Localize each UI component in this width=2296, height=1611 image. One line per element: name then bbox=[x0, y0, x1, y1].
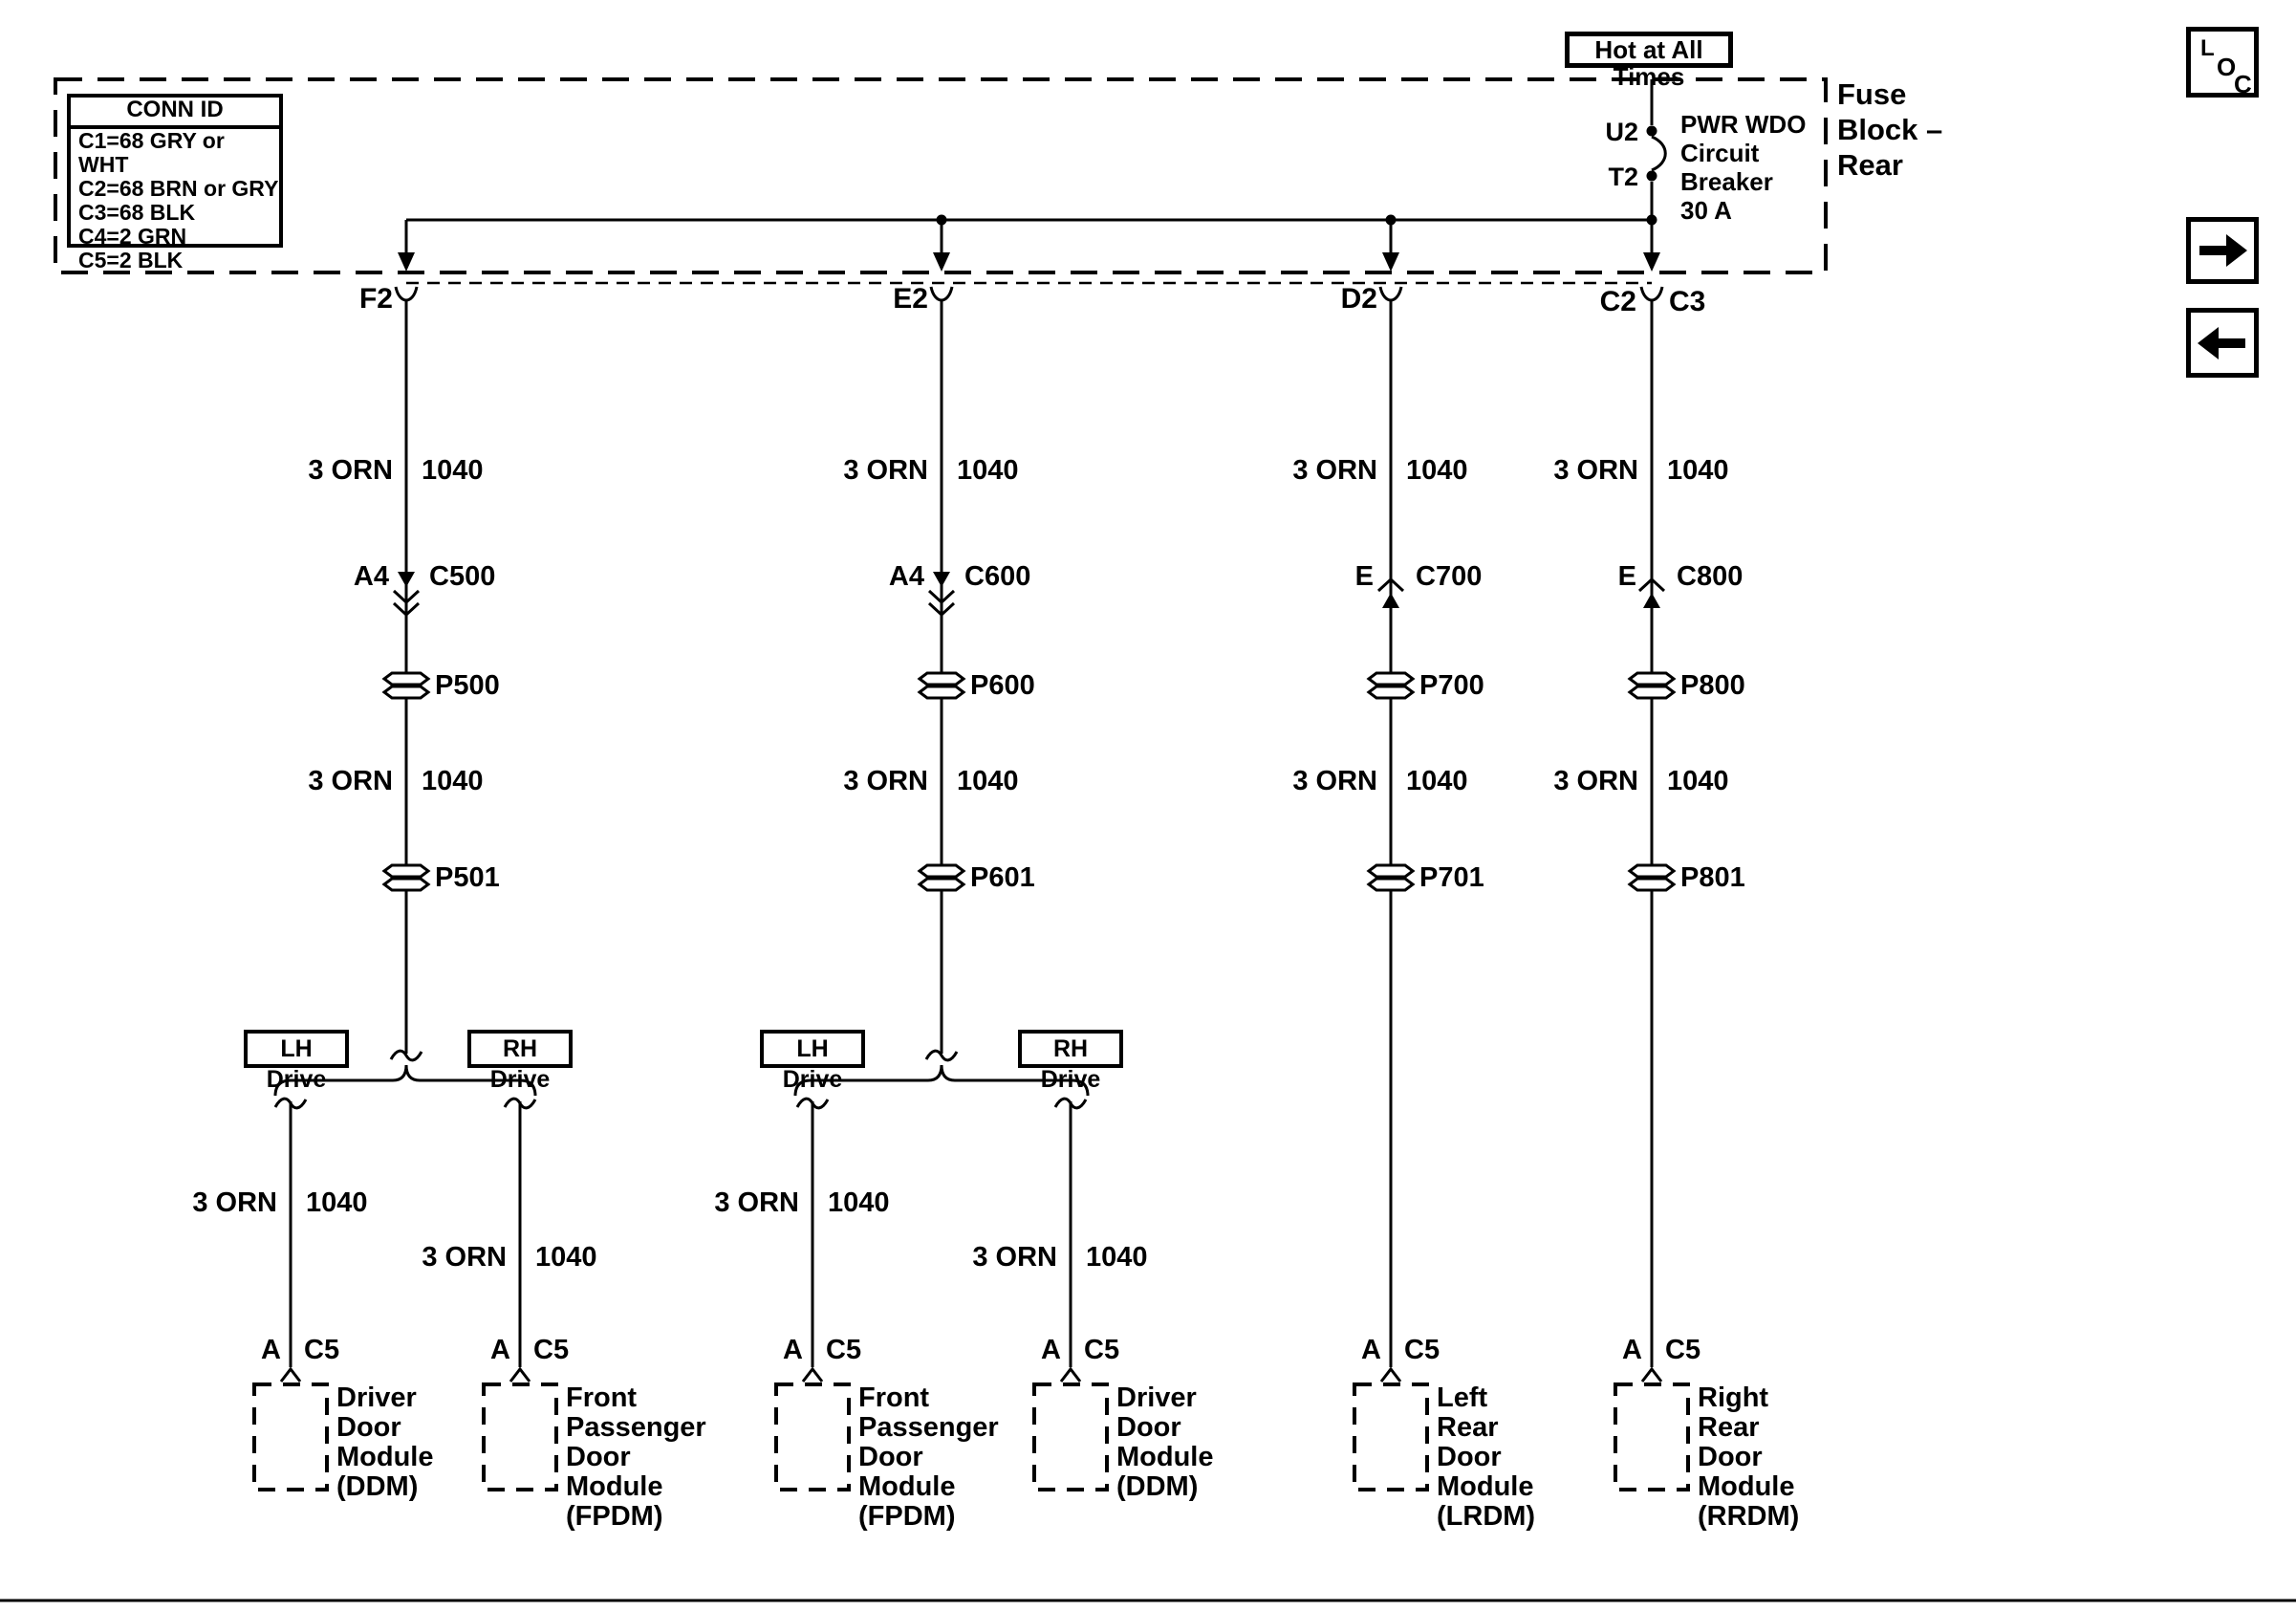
terminal-fork-e2 bbox=[931, 287, 952, 300]
wire-gauge-label: 3 ORN bbox=[1553, 455, 1638, 486]
wire-gauge-label: 3 ORN bbox=[1553, 766, 1638, 796]
module-conn-label: C5 bbox=[533, 1335, 570, 1365]
module-name-line: Module bbox=[1698, 1471, 1795, 1502]
wire-circuit-label: 1040 bbox=[1406, 766, 1468, 796]
module-name-line: Driver bbox=[336, 1382, 417, 1413]
module-name-line: Door bbox=[1116, 1412, 1181, 1443]
terminal-label-e2: E2 bbox=[893, 283, 928, 315]
module-name-line: Right bbox=[1698, 1382, 1769, 1413]
terminal-fork-c2c3 bbox=[1641, 287, 1662, 300]
splice-label-p601: P601 bbox=[970, 862, 1035, 893]
module-name-line: Passenger bbox=[566, 1412, 706, 1443]
legend-title: CONN ID bbox=[71, 98, 279, 129]
module-connector bbox=[510, 1369, 530, 1382]
breaker-name-line: Breaker bbox=[1680, 167, 1773, 196]
module-name-line: (LRDM) bbox=[1437, 1501, 1536, 1532]
connector-id-label: C700 bbox=[1416, 561, 1483, 592]
module-pin-label: A bbox=[1622, 1335, 1642, 1365]
wire-gauge-label: 3 ORN bbox=[308, 766, 393, 796]
wire-circuit-label: 1040 bbox=[1406, 455, 1468, 486]
legend-entry: C2=68 BRN or GRY bbox=[78, 176, 279, 201]
module-name-line: Module bbox=[1116, 1442, 1214, 1472]
module-pin-label: A bbox=[1041, 1335, 1061, 1365]
legend-entry: C4=2 GRN bbox=[78, 224, 187, 249]
option-tag-rh-drive: RH Drive bbox=[467, 1030, 573, 1068]
splice-p701 bbox=[1369, 865, 1413, 890]
arrow-left-icon bbox=[2191, 313, 2254, 373]
splice-p800 bbox=[1630, 673, 1674, 698]
legend-entry: C1=68 GRY or WHT bbox=[78, 128, 225, 177]
module-connector bbox=[281, 1369, 300, 1382]
module-name-line: Driver bbox=[1116, 1382, 1197, 1413]
splice-p801 bbox=[1630, 865, 1674, 890]
splice-label-p801: P801 bbox=[1680, 862, 1745, 893]
previous-page-button[interactable] bbox=[2186, 308, 2259, 378]
breaker-name-line: 30 A bbox=[1680, 196, 1732, 225]
module-name-line: (FPDM) bbox=[566, 1501, 663, 1532]
module-pin-label: A bbox=[490, 1335, 510, 1365]
connector-id-label: C600 bbox=[964, 561, 1031, 592]
terminal-label-c3: C3 bbox=[1669, 286, 1706, 317]
connector-pin-label: A4 bbox=[353, 561, 389, 592]
wire-gauge-label: 3 ORN bbox=[843, 766, 928, 796]
breaker-name-line: Circuit bbox=[1680, 139, 1760, 167]
module-name-line: Left bbox=[1437, 1382, 1488, 1413]
module-name-line: (RRDM) bbox=[1698, 1501, 1800, 1532]
hot-at-all-times-tag: Hot at All Times bbox=[1565, 32, 1733, 68]
wire-gauge-label: 3 ORN bbox=[192, 1187, 277, 1218]
module-conn-label: C5 bbox=[826, 1335, 862, 1365]
wire-gauge-label: 3 ORN bbox=[308, 455, 393, 486]
wire-circuit-label: 1040 bbox=[1086, 1242, 1148, 1273]
module-name-line: (DDM) bbox=[1116, 1471, 1199, 1502]
arrow-right-icon bbox=[2191, 222, 2254, 279]
wire-circuit-label: 1040 bbox=[422, 766, 484, 796]
connector-pin-label: A4 bbox=[888, 561, 924, 592]
terminal-label-f2: F2 bbox=[358, 283, 393, 315]
module-name-line: Door bbox=[1437, 1442, 1502, 1472]
splice-p600 bbox=[920, 673, 964, 698]
splice-label-p701: P701 bbox=[1419, 862, 1484, 893]
splice-p501 bbox=[384, 865, 428, 890]
branch-wires bbox=[291, 1101, 1071, 1367]
conn-id-legend bbox=[67, 94, 283, 272]
module-conn-label: C5 bbox=[1404, 1335, 1440, 1365]
next-page-button[interactable] bbox=[2186, 217, 2259, 284]
module-name-line: Passenger bbox=[858, 1412, 999, 1443]
module-connector bbox=[1061, 1369, 1080, 1382]
fuse-block-label: Fuse bbox=[1837, 77, 1907, 111]
circuit-breaker-symbol bbox=[1647, 79, 1666, 254]
module-connector bbox=[1381, 1369, 1400, 1382]
wire-gauge-label: 3 ORN bbox=[843, 455, 928, 486]
wire-gauge-label: 3 ORN bbox=[714, 1187, 799, 1218]
breaker-pin-bottom: T2 bbox=[1608, 163, 1638, 191]
module-name-line: Front bbox=[566, 1382, 638, 1413]
wire-circuit-label: 1040 bbox=[1667, 766, 1729, 796]
wire-gauge-label: 3 ORN bbox=[1292, 766, 1377, 796]
splice-p700 bbox=[1369, 673, 1413, 698]
wire-circuit-label: 1040 bbox=[957, 455, 1019, 486]
legend-entry: C3=68 BLK bbox=[78, 200, 196, 225]
splice-label-p600: P600 bbox=[970, 670, 1035, 701]
option-tag-rh-drive: RH Drive bbox=[1018, 1030, 1123, 1068]
splice-label-p500: P500 bbox=[435, 670, 500, 701]
module-name-line: (DDM) bbox=[336, 1471, 419, 1502]
wire-circuit-label: 1040 bbox=[1667, 455, 1729, 486]
breaker-pin-top: U2 bbox=[1605, 118, 1638, 146]
fuse-bus bbox=[398, 215, 1660, 272]
wire-circuit-label: 1040 bbox=[535, 1242, 597, 1273]
module-conn-label: C5 bbox=[304, 1335, 340, 1365]
module-connector bbox=[1642, 1369, 1661, 1382]
module-name-line: Front bbox=[858, 1382, 930, 1413]
terminal-fork-f2 bbox=[396, 287, 417, 300]
module-name-line: Module bbox=[858, 1471, 956, 1502]
fuse-block-label: Block – bbox=[1837, 113, 1943, 146]
splice-label-p501: P501 bbox=[435, 862, 500, 893]
loc-letter-l: L bbox=[2200, 35, 2215, 61]
module-name-line: Door bbox=[1698, 1442, 1763, 1472]
wire-gauge-label: 3 ORN bbox=[422, 1242, 507, 1273]
connector-id-label: C500 bbox=[429, 561, 496, 592]
wire-circuit-label: 1040 bbox=[957, 766, 1019, 796]
loc-letter-c: C bbox=[2234, 70, 2252, 98]
module-name-line: Rear bbox=[1437, 1412, 1499, 1443]
splice-label-p700: P700 bbox=[1419, 670, 1484, 701]
module-pin-label: A bbox=[783, 1335, 803, 1365]
module-name-line: Rear bbox=[1698, 1412, 1760, 1443]
module-pin-label: A bbox=[1361, 1335, 1381, 1365]
wire-circuit-label: 1040 bbox=[306, 1187, 368, 1218]
module-conn-label: C5 bbox=[1665, 1335, 1701, 1365]
wire-gauge-label: 3 ORN bbox=[1292, 455, 1377, 486]
module-name-line: Module bbox=[336, 1442, 434, 1472]
splice-p500 bbox=[384, 673, 428, 698]
wire-gauge-label: 3 ORN bbox=[972, 1242, 1057, 1273]
fuse-block-label: Rear bbox=[1837, 148, 1903, 182]
module-name-line: (FPDM) bbox=[858, 1501, 956, 1532]
module-name-line: Door bbox=[336, 1412, 401, 1443]
terminal-fork-d2 bbox=[1380, 287, 1401, 300]
connector-pin-label: E bbox=[1354, 561, 1374, 592]
splice-p601 bbox=[920, 865, 964, 890]
wire-circuit-label: 1040 bbox=[828, 1187, 890, 1218]
module-name-line: Door bbox=[858, 1442, 923, 1472]
breaker-name-line: PWR WDO bbox=[1680, 110, 1807, 139]
option-tag-lh-drive: LH Drive bbox=[244, 1030, 349, 1068]
module-name-line: Module bbox=[566, 1471, 663, 1502]
legend-entry: C5=2 BLK bbox=[78, 248, 184, 272]
loc-letter-o: O bbox=[2217, 53, 2237, 81]
module-pin-label: A bbox=[261, 1335, 281, 1365]
terminal-label-c2: C2 bbox=[1599, 286, 1636, 317]
option-tag-lh-drive: LH Drive bbox=[760, 1030, 865, 1068]
splice-label-p800: P800 bbox=[1680, 670, 1745, 701]
connector-id-label: C800 bbox=[1677, 561, 1744, 592]
terminal-label-d2: D2 bbox=[1340, 283, 1377, 315]
module-name-line: Door bbox=[566, 1442, 631, 1472]
wire-circuit-label: 1040 bbox=[422, 455, 484, 486]
loc-button[interactable] bbox=[2186, 27, 2259, 98]
module-name-line: Module bbox=[1437, 1471, 1534, 1502]
module-connector bbox=[803, 1369, 822, 1382]
connector-pin-label: E bbox=[1617, 561, 1636, 592]
module-conn-label: C5 bbox=[1084, 1335, 1120, 1365]
